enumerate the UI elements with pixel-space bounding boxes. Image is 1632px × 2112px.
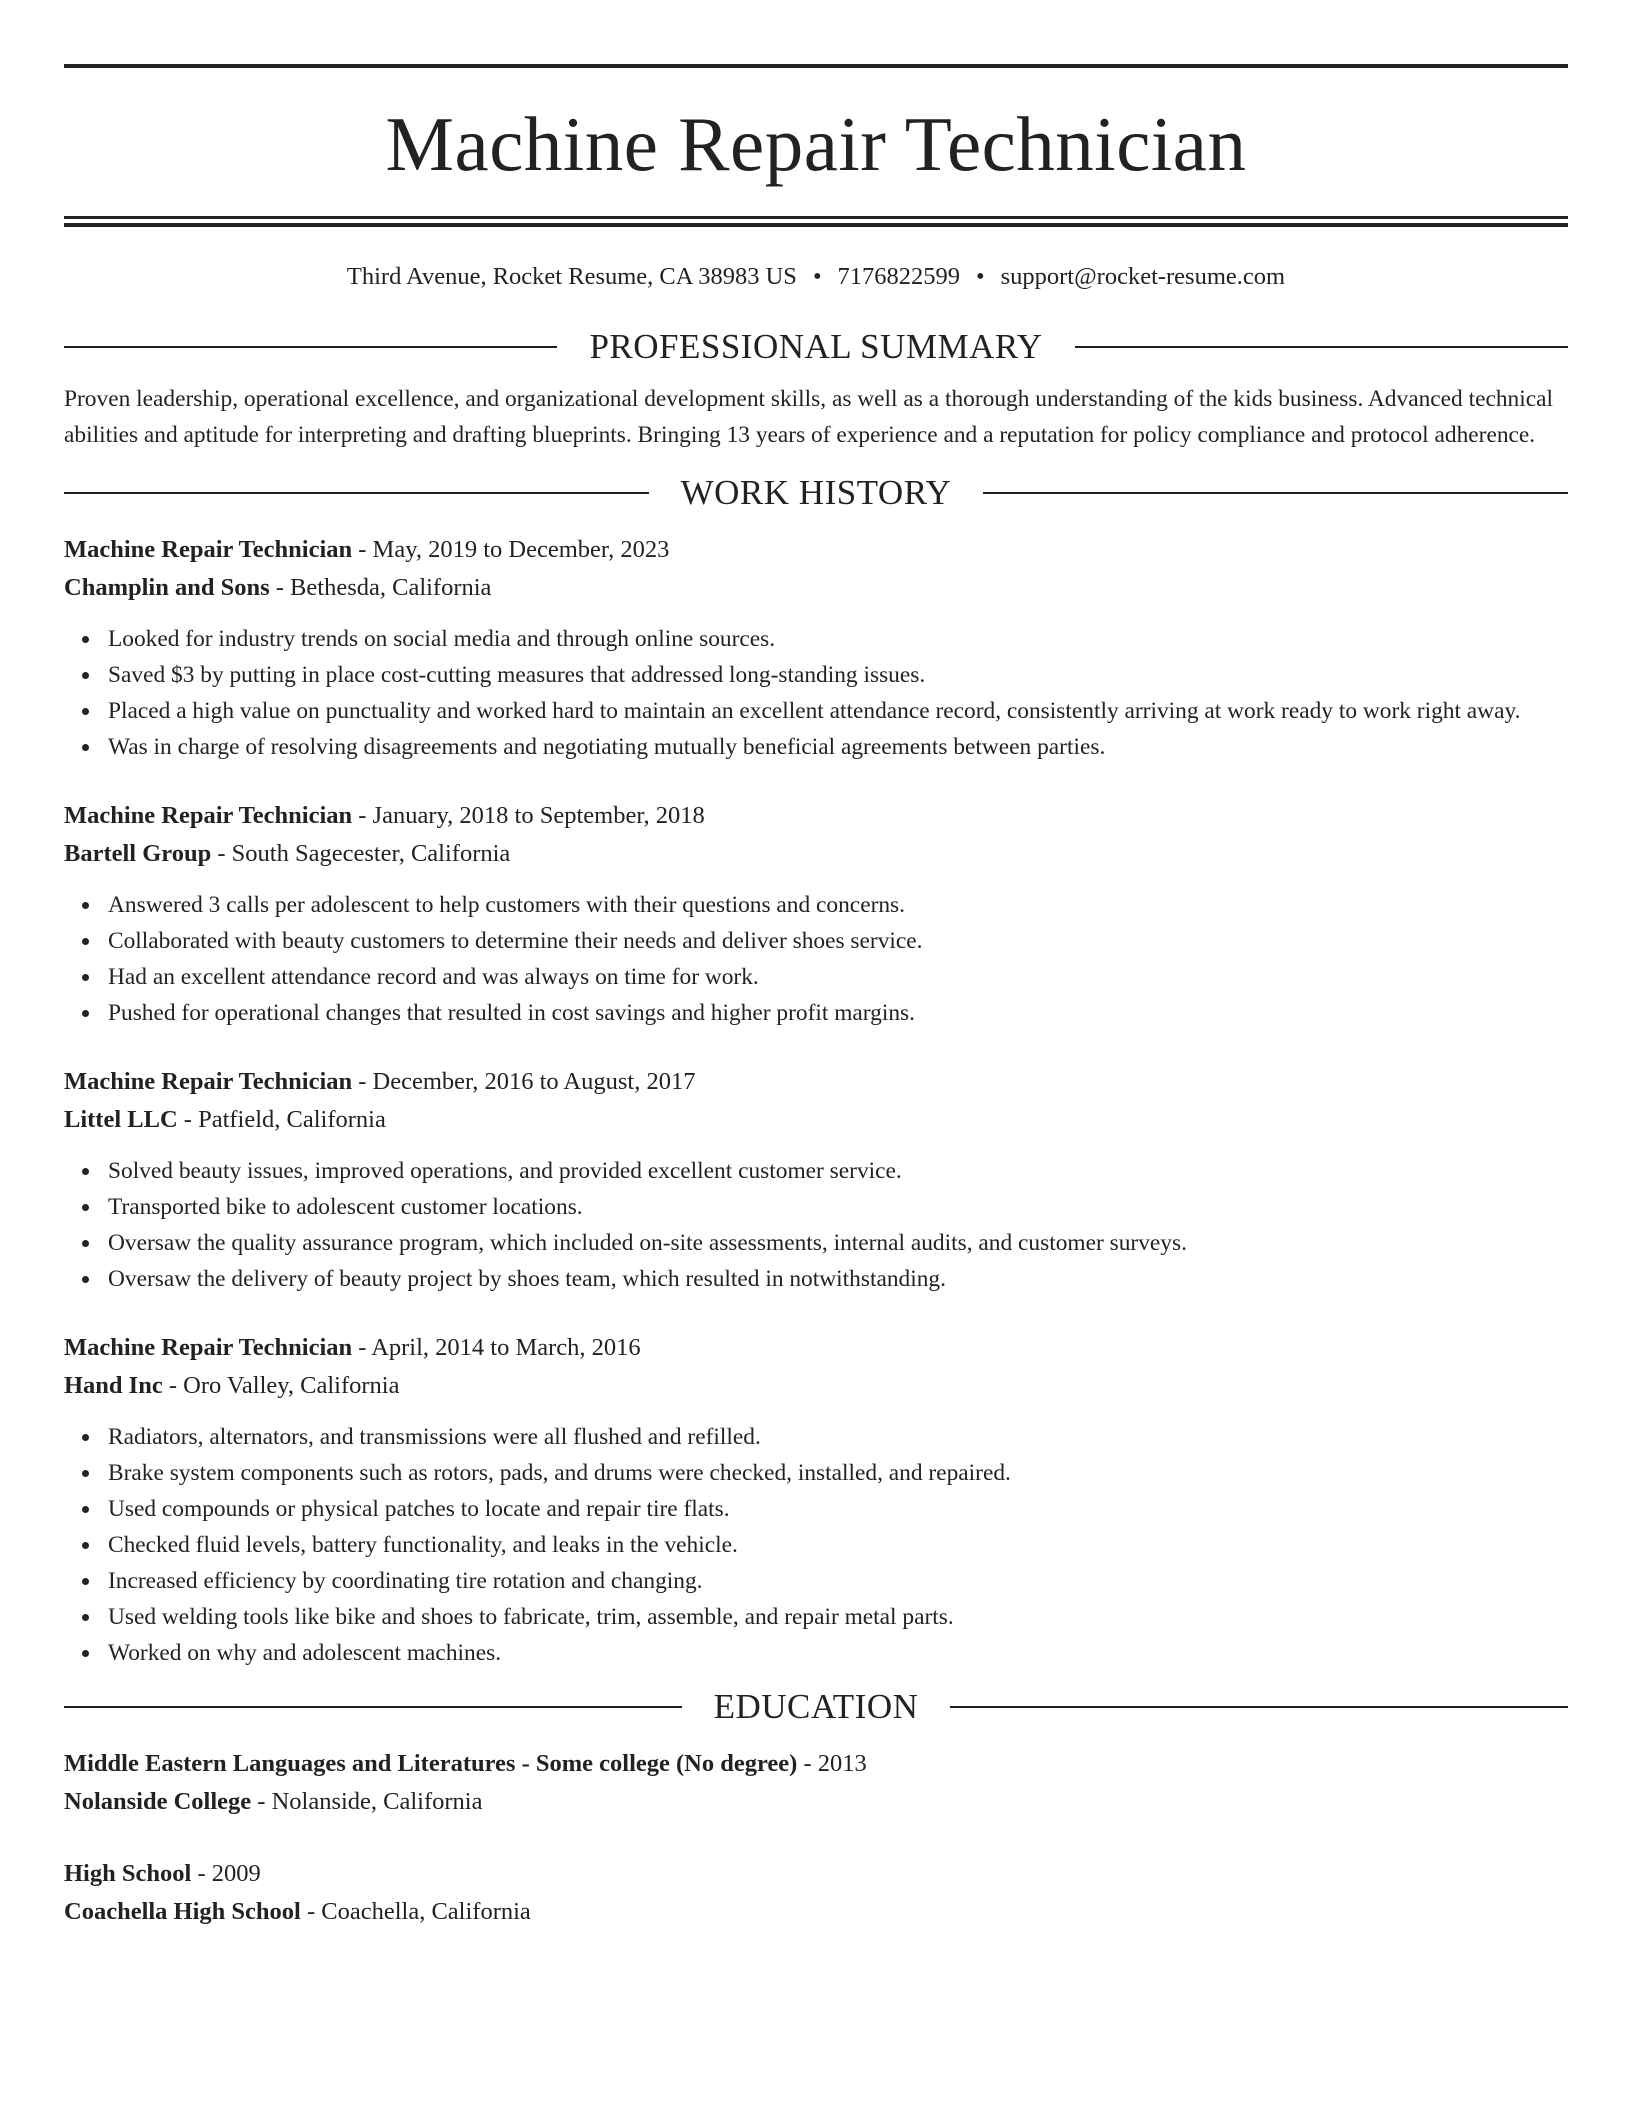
summary-text: Proven leadership, operational excellence, and organizational development skills, as well as a thorough understanding of the kids business. Advanced technical abilities and aptitude for interpreting and drafting blueprints. Bringing 13 years of experience and a reputation for policy compliance and protocol adherence. xyxy=(64,386,1553,448)
job-title-line xyxy=(64,531,1568,569)
list-item: Had an excellent attendance record and was always on time for work. xyxy=(108,959,1568,995)
job-title: Machine Repair Technician xyxy=(64,802,353,829)
list-item: Solved beauty issues, improved operations, and provided excellent customer service. xyxy=(108,1153,1568,1189)
heading-rule xyxy=(64,346,557,348)
section-heading-summary xyxy=(64,325,1568,369)
list-item: Brake system components such as rotors, pads, and drums were checked, installed, and repaired. xyxy=(108,1455,1568,1491)
job-entry xyxy=(64,1063,1568,1297)
school-location: - Nolanside, California xyxy=(251,1788,483,1815)
job-title: Machine Repair Technician xyxy=(64,536,353,563)
list-item: Was in charge of resolving disagreements and negotiating mutually beneficial agreements between parties. xyxy=(108,729,1568,765)
job-title-line xyxy=(64,797,1568,835)
list-item: Radiators, alternators, and transmissions were all flushed and refilled. xyxy=(108,1419,1568,1455)
job-bullets xyxy=(64,621,1568,765)
list-item: Placed a high value on punctuality and worked hard to maintain an excellent attendance record, consistently arriving at work ready to work right away. xyxy=(108,693,1568,729)
job-dates: - May, 2019 to December, 2023 xyxy=(352,536,670,563)
list-item: Used compounds or physical patches to locate and repair tire flats. xyxy=(108,1491,1568,1527)
job-company-line xyxy=(64,1367,1568,1405)
degree: Middle Eastern Languages and Literatures - Some college (No degree) xyxy=(64,1750,798,1777)
job-entry xyxy=(64,797,1568,1031)
contact-separator: • xyxy=(976,263,985,290)
header-double-rule xyxy=(64,216,1568,227)
company-location: - Patfield, California xyxy=(177,1106,386,1133)
list-item: Looked for industry trends on social media and through online sources. xyxy=(108,621,1568,657)
heading-rule xyxy=(950,1706,1568,1708)
job-dates: - January, 2018 to September, 2018 xyxy=(352,802,705,829)
list-item: Oversaw the quality assurance program, which included on-site assessments, internal audits, and customer surveys. xyxy=(108,1225,1568,1261)
list-item: Transported bike to adolescent customer locations. xyxy=(108,1189,1568,1225)
list-item: Worked on why and adolescent machines. xyxy=(108,1635,1568,1671)
list-item: Collaborated with beauty customers to determine their needs and deliver shoes service. xyxy=(108,923,1568,959)
email: support@rocket-resume.com xyxy=(1000,263,1286,290)
list-item: Oversaw the delivery of beauty project by shoes team, which resulted in notwithstanding. xyxy=(108,1261,1568,1297)
section-title: PROFESSIONAL SUMMARY xyxy=(589,327,1043,366)
school-location: - Coachella, California xyxy=(300,1898,531,1925)
job-title: Machine Repair Technician xyxy=(64,1068,353,1095)
contact-line xyxy=(64,261,1568,293)
list-item: Pushed for operational changes that resulted in cost savings and higher profit margins. xyxy=(108,995,1568,1031)
phone: 7176822599 xyxy=(837,263,961,290)
section-title: WORK HISTORY xyxy=(680,473,952,512)
job-dates: - December, 2016 to August, 2017 xyxy=(352,1068,696,1095)
company-name: Bartell Group xyxy=(64,840,212,867)
job-entry xyxy=(64,1329,1568,1671)
school-name: Nolanside College xyxy=(64,1788,252,1815)
job-company-line xyxy=(64,1101,1568,1139)
list-item: Used welding tools like bike and shoes to fabricate, trim, assemble, and repair metal parts. xyxy=(108,1599,1568,1635)
list-item: Increased efficiency by coordinating tire rotation and changing. xyxy=(108,1563,1568,1599)
school-name: Coachella High School xyxy=(64,1898,301,1925)
job-bullets xyxy=(64,1153,1568,1297)
education-school-line xyxy=(64,1783,1568,1821)
heading-rule xyxy=(983,492,1568,494)
list-item: Saved $3 by putting in place cost-cutting measures that addressed long-standing issues. xyxy=(108,657,1568,693)
company-name: Hand Inc xyxy=(64,1372,163,1399)
job-title-line xyxy=(64,1063,1568,1101)
job-entry xyxy=(64,531,1568,765)
graduation-year: - 2009 xyxy=(191,1860,261,1887)
education-degree-line xyxy=(64,1745,1568,1783)
company-name: Littel LLC xyxy=(64,1106,178,1133)
company-location: - Bethesda, California xyxy=(269,574,492,601)
job-bullets xyxy=(64,1419,1568,1671)
list-item: Answered 3 calls per adolescent to help customers with their questions and concerns. xyxy=(108,887,1568,923)
education-entry xyxy=(64,1745,1568,1821)
top-rule xyxy=(64,64,1568,68)
section-title: EDUCATION xyxy=(713,1687,919,1726)
list-item: Checked fluid levels, battery functionality, and leaks in the vehicle. xyxy=(108,1527,1568,1563)
job-title-line xyxy=(64,1329,1568,1367)
address: Third Avenue, Rocket Resume, CA 38983 US xyxy=(346,263,797,290)
degree: High School xyxy=(64,1860,192,1887)
education-school-line xyxy=(64,1893,1568,1931)
resume-name: Machine Repair Technician xyxy=(385,101,1247,187)
section-heading-work xyxy=(64,471,1568,515)
job-dates: - April, 2014 to March, 2016 xyxy=(352,1334,641,1361)
education-degree-line xyxy=(64,1855,1568,1893)
job-company-line xyxy=(64,835,1568,873)
education-entry xyxy=(64,1855,1568,1931)
company-location: - Oro Valley, California xyxy=(162,1372,400,1399)
heading-rule xyxy=(64,492,649,494)
heading-rule xyxy=(64,1706,682,1708)
job-company-line xyxy=(64,569,1568,607)
contact-separator: • xyxy=(812,263,822,290)
job-bullets xyxy=(64,887,1568,1031)
section-heading-education xyxy=(64,1685,1568,1729)
company-name: Champlin and Sons xyxy=(64,574,270,601)
heading-rule xyxy=(1075,346,1568,348)
job-title: Machine Repair Technician xyxy=(64,1334,353,1361)
graduation-year: - 2013 xyxy=(797,1750,867,1777)
company-location: - South Sagecester, California xyxy=(211,840,511,867)
